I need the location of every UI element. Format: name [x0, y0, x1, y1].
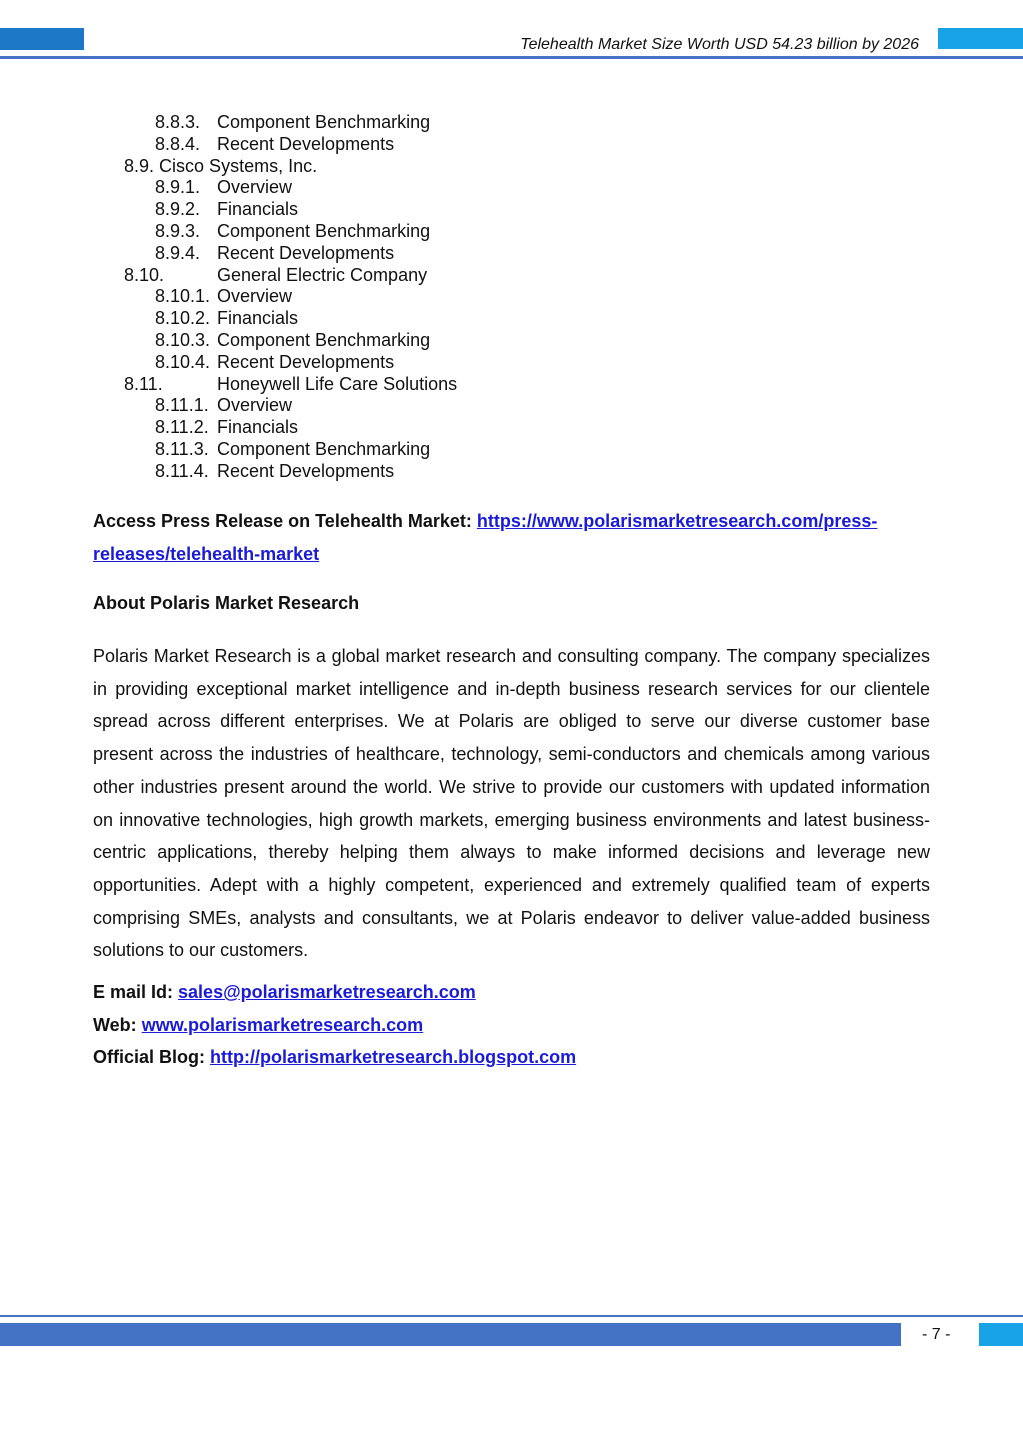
toc-number: 8.9.2. [155, 199, 201, 220]
email-link[interactable]: sales@polarismarketresearch.com [178, 982, 476, 1002]
toc-item [0, 461, 1023, 483]
web-label: Web: [93, 1014, 137, 1035]
toc-item [0, 417, 1023, 439]
toc-label: Financials [217, 417, 299, 438]
web-line [93, 1009, 930, 1042]
email-line [93, 976, 930, 1009]
toc-item [0, 199, 1023, 221]
toc-label: Component Benchmarking [217, 438, 431, 459]
toc-label: Recent Developments [217, 133, 395, 154]
toc-item [0, 156, 1023, 178]
toc-item [0, 134, 1023, 156]
toc-item [0, 374, 1023, 396]
toc-label: Overview [217, 177, 293, 198]
toc-item [0, 177, 1023, 199]
header-accent-right [938, 28, 1023, 49]
footer-bar [0, 1323, 901, 1346]
toc-label: Honeywell Life Care Solutions [217, 373, 458, 394]
page-number: - 7 - [922, 1326, 951, 1343]
toc-item [0, 112, 1023, 134]
about-paragraph: Polaris Market Research is a global market research and consulting company. The company specializes in providing exceptional market intelligence and in-depth business research services for our clientele spread across different enterprises. We at Polaris are obliged to serve our diverse customer base present across the industries of healthcare, technology, semi-conductors and chemicals among various other industries present around the world. We strive to provide our customers with updated information on innovative technologies, high growth markets, emerging business environments and latest business-centric applications, thereby helping them always to make informed decisions and leverage new opportunities. Adept with a highly competent, experienced and extremely qualified team of experts comprising SMEs, analysts and consultants, we at Polaris endeavor to deliver value-added business solutions to our customers. [93, 646, 930, 961]
blog-link[interactable]: http://polarismarketresearch.blogspot.com [210, 1047, 577, 1068]
toc-number: 8.11.3. [155, 438, 209, 459]
toc-item [0, 243, 1023, 265]
header-accent-left [0, 28, 84, 50]
toc-item [0, 395, 1023, 417]
toc-number: 8.11.2. [155, 417, 209, 438]
header-rule [0, 56, 1023, 59]
toc-list [0, 112, 1023, 483]
toc-number: 8.9.4. [155, 242, 201, 263]
email-label: E mail Id: [93, 982, 174, 1002]
toc-item [0, 265, 1023, 287]
toc-item [0, 308, 1023, 330]
toc-item [0, 352, 1023, 374]
footer-rule [0, 1315, 1023, 1317]
toc-number: 8.8.3. [155, 112, 201, 132]
toc-item [0, 286, 1023, 308]
toc-label: Overview [217, 286, 293, 307]
toc-number: 8.10.1. [155, 286, 211, 307]
toc-label: Cisco Systems, Inc. [159, 155, 318, 176]
toc-label: Component Benchmarking [217, 329, 431, 350]
toc-number: 8.11.1. [155, 395, 209, 416]
toc-number: 8.10. [124, 264, 165, 285]
toc-number: 8.11.4. [155, 460, 209, 481]
toc-label: Overview [217, 395, 293, 416]
toc-label: General Electric Company [217, 264, 428, 285]
toc-label: Financials [217, 199, 299, 220]
press-release-link[interactable]: https://www.polarismarketresearch.com/press-releases/telehealth-market [93, 511, 878, 564]
toc-item [0, 330, 1023, 352]
toc-number: 8.9.1. [155, 177, 201, 198]
toc-label: Recent Developments [217, 242, 395, 263]
footer-accent-right [979, 1323, 1023, 1346]
toc-label: Component Benchmarking [217, 220, 431, 241]
header-title: Telehealth Market Size Worth USD 54.23 billion by 2026 [520, 36, 919, 53]
toc-label: Component Benchmarking [217, 112, 431, 132]
toc-number: 8.9.3. [155, 220, 201, 241]
about-heading: About Polaris Market Research [93, 593, 360, 613]
toc-label: Financials [217, 308, 299, 329]
web-link[interactable]: www.polarismarketresearch.com [141, 1014, 424, 1035]
toc-item [0, 439, 1023, 461]
toc-label: Recent Developments [217, 351, 395, 372]
toc-number: 8.11. [124, 373, 163, 394]
press-release-line [93, 505, 930, 571]
contact-block [93, 976, 930, 1074]
toc-number: 8.8.4. [155, 133, 201, 154]
toc-item [0, 221, 1023, 243]
toc-label: Recent Developments [217, 460, 395, 481]
blog-line [93, 1041, 930, 1074]
toc-number: 8.10.2. [155, 308, 211, 329]
toc-number: 8.9. Cisco Systems, Inc. [124, 155, 318, 176]
press-release-label: Access Press Release on Telehealth Market: [93, 511, 472, 531]
toc-number: 8.10.4. [155, 351, 211, 372]
toc-number: 8.10.3. [155, 329, 211, 350]
blog-label: Official Blog: [93, 1047, 205, 1068]
